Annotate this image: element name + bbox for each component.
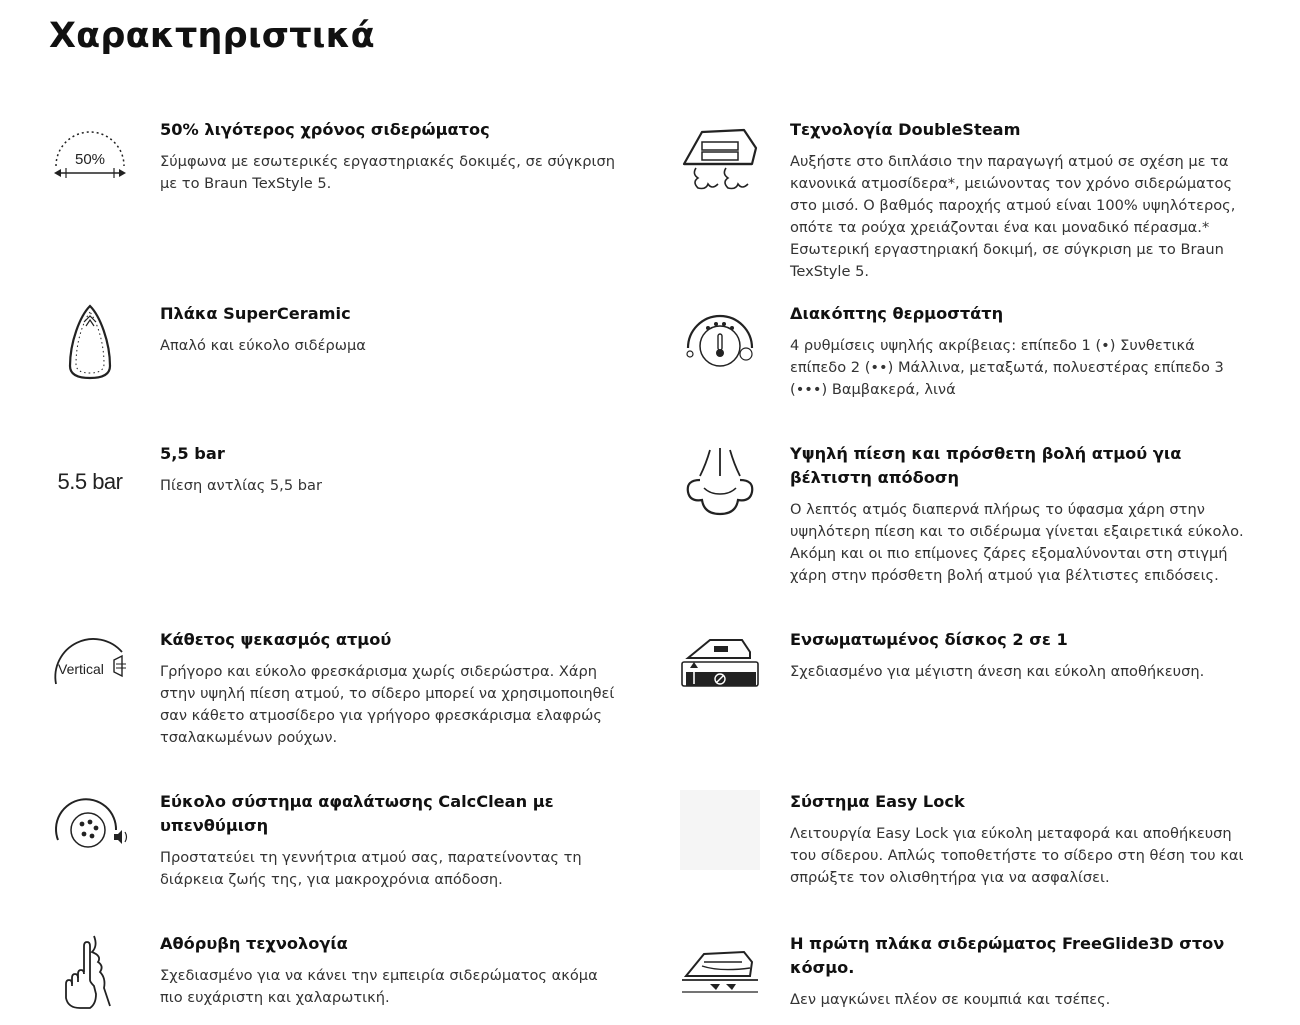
thermostat-dial-icon <box>680 302 760 382</box>
quiet-hand-icon <box>50 932 130 1012</box>
steam-burst-icon <box>680 442 760 522</box>
feature-title: 50% λιγότερος χρόνος σιδερώματος <box>160 120 490 139</box>
feature-description: Σχεδιασμένο για να κάνει την εμπειρία σιδερώματος ακόμα πιο ευχάριστη και χαλαρωτική. <box>160 967 598 1006</box>
feature-description: Γρήγορο και εύκολο φρεσκάρισμα χωρίς σιδερώστρα. Χάρη στην υψηλή πίεση ατμού, το σίδερο μπορεί να χρησιμοποιηθεί σαν κάθετο ατμοσίδερο για γρήγορο φρεσκάρισμα ελαφρώς τσαλακωμένων ρούχων. <box>160 663 615 746</box>
easy-lock-icon <box>680 790 760 870</box>
page-title: Χαρακτηριστικά <box>49 16 375 56</box>
feature-description: Απαλό και εύκολο σιδέρωμα <box>160 337 366 354</box>
feature-title: Η πρώτη πλάκα σιδερώματος FreeGlide3D στον κόσμο. <box>790 934 1225 977</box>
feature-title: Πλάκα SuperCeramic <box>160 304 351 323</box>
feature-description: Σχεδιασμένο για μέγιστη άνεση και εύκολη αποθήκευση. <box>790 663 1205 680</box>
feature-description: Προστατεύει τη γεννήτρια ατμού σας, παρατείνοντας τη διάρκεια ζωής της, για μακροχρόνια απόδοση. <box>160 849 582 888</box>
feature-description: Δεν μαγκώνει πλέον σε κουμπιά και τσέπες. <box>790 991 1111 1008</box>
feature-title: Διακόπτης θερμοστάτη <box>790 304 1004 323</box>
vertical-steam-icon <box>50 628 130 708</box>
iron-double-steam-icon <box>680 118 760 198</box>
feature-title: Τεχνολογία DoubleSteam <box>790 120 1021 139</box>
feature-description: 4 ρυθμίσεις υψηλής ακρίβειας: επίπεδο 1 (•) Συνθετικά επίπεδο 2 (••) Μάλλινα, μεταξωτά, πολυεστέρας επίπεδο 3 (•••) Βαμβακερά, λινά <box>790 337 1224 398</box>
feature-title: Εύκολο σύστημα αφαλάτωσης CalcClean με υπενθύμιση <box>160 792 554 835</box>
freeglide-iron-icon <box>680 932 760 1012</box>
feature-title: 5,5 bar <box>160 444 225 463</box>
soleplate-icon <box>50 302 130 382</box>
feature-title: Αθόρυβη τεχνολογία <box>160 934 348 953</box>
feature-description: Λειτουργία Easy Lock για εύκολη μεταφορά και αποθήκευση του σίδερου. Απλώς τοποθετήστε το σίδερο στη θέση του και σπρώξτε τον ολισθητήρα για να ασφαλίσει. <box>790 825 1244 886</box>
feature-description: Σύμφωνα με εσωτερικές εργαστηριακές δοκιμές, σε σύγκριση με το Braun TexStyle 5. <box>160 153 615 192</box>
feature-title: Υψηλή πίεση και πρόσθετη βολή ατμού για βέλτιστη απόδοση <box>790 444 1182 487</box>
feature-description: Ο λεπτός ατμός διαπερνά πλήρως το ύφασμα χάρη στην υψηλότερη πίεση και το σιδέρωμα γίνεται εξαιρετικά εύκολο. Ακόμη και οι πιο επίμονες ζάρες εξομαλύνονται στη στιγμή χάρη στην πρόσθετη βολή ατμού για βέλτιστες επιδόσεις. <box>790 501 1244 584</box>
feature-title: Σύστημα Easy Lock <box>790 792 965 811</box>
vertical-steam-label: Vertical <box>58 661 104 677</box>
feature-description: Αυξήστε στο διπλάσιο την παραγωγή ατμού σε σχέση με τα κανονικά ατμοσίδερα*, μειώνοντας τον χρόνο σιδερώματος στο μισό. Ο βαθμός παροχής ατμού είναι 100% υψηλότερος, οπότε τα ρούχα χρειάζονται ένα και μοναδικό πέρασμα.* Εσωτερική εργαστηριακή δοκιμή, σε σύγκριση με το Braun TexStyle 5. <box>790 153 1236 280</box>
disc-2in1-icon <box>680 628 760 708</box>
calcclean-icon <box>50 790 130 870</box>
feature-title: Κάθετος ψεκασμός ατμού <box>160 630 392 649</box>
percent-gauge-icon <box>50 118 130 198</box>
feature-description: Πίεση αντλίας 5,5 bar <box>160 477 322 494</box>
pressure-bar-label: 5.5 bar <box>57 469 123 494</box>
percent-gauge-label: 50% <box>74 151 106 168</box>
pressure-bar-icon <box>50 442 130 522</box>
feature-title: Ενσωματωμένος δίσκος 2 σε 1 <box>790 630 1068 649</box>
